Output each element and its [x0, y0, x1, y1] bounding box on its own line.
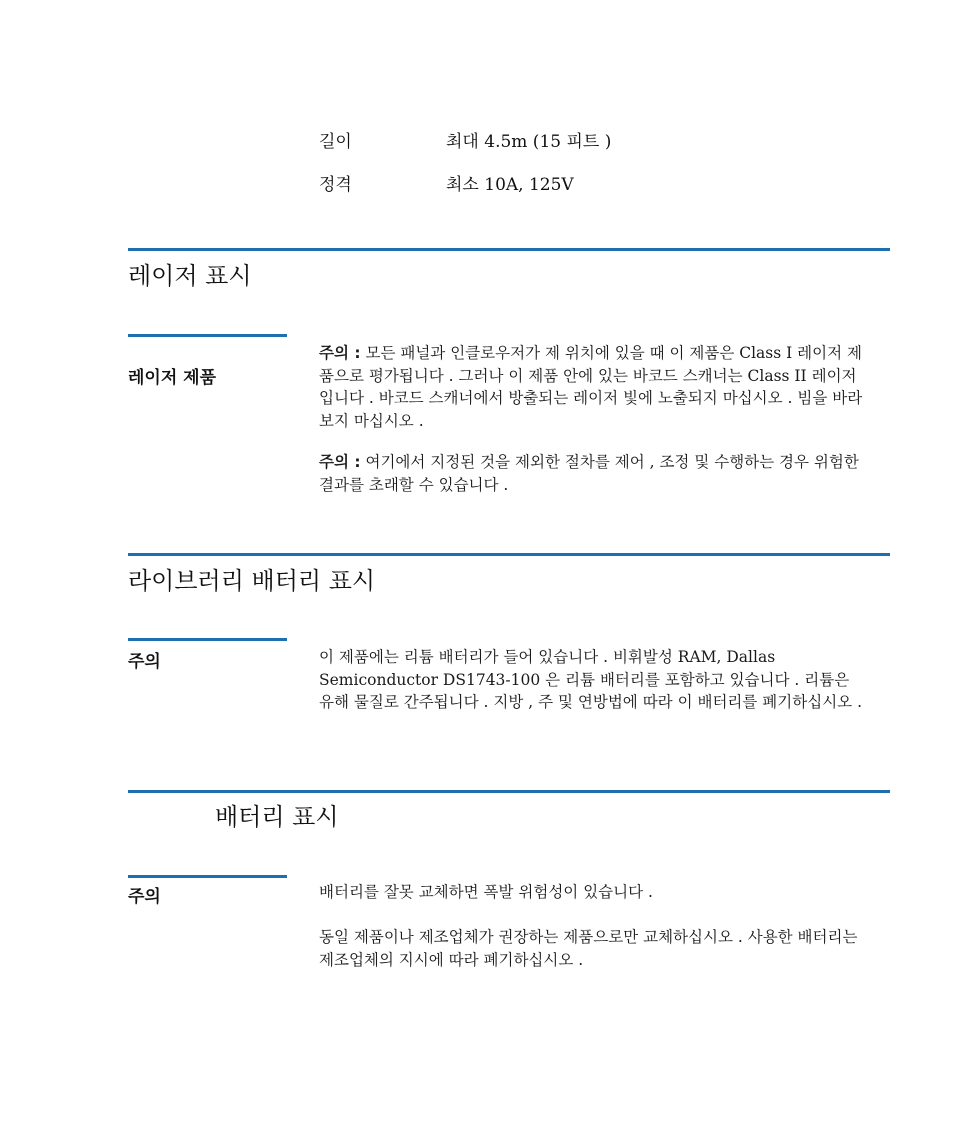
section-divider	[128, 248, 890, 251]
section-divider	[128, 553, 890, 556]
laser-caution-2	[319, 451, 869, 496]
library-battery-text: 이 제품에는 리튬 배터리가 들어 있습니다 . 비휘발성 RAM, Dallas Semiconductor DS1743-100 은 리튬 배터리를 포함하고 있습니다 . 리튬은 유해 물질로 간주됩니다 . 지방 , 주 및 연방법에 따라 이 배터리를 폐기하십시오 .	[319, 648, 862, 711]
spec-value-rating: 최소 10A, 125V	[446, 175, 574, 195]
side-divider	[128, 334, 287, 337]
battery-text-2: 동일 제품이나 제조업체가 권장하는 제품으로만 교체하십시오 . 사용한 배터리는 제조업체의 지시에 따라 폐기하십시오 .	[319, 928, 858, 969]
section-title-library-battery: 라이브러리 배터리 표시	[128, 567, 376, 595]
section-title-laser: 레이저 표시	[128, 262, 252, 290]
spec-value-length: 최대 4.5m (15 피트 )	[446, 132, 612, 152]
section-title-battery: 배터리 표시	[215, 803, 339, 831]
spec-label-rating: 정격	[319, 175, 352, 195]
side-divider	[128, 638, 287, 641]
side-label-caution: 주의	[128, 887, 161, 907]
laser-caution-1	[319, 342, 869, 432]
caution-label: 주의 :	[319, 344, 361, 362]
caution-text: 여기에서 지정된 것을 제외한 절차를 제어 , 조정 및 수행하는 경우 위험한 결과를 초래할 수 있습니다 .	[319, 453, 859, 494]
section-divider	[128, 790, 890, 793]
spec-label-length: 길이	[319, 132, 352, 152]
battery-text-1: 배터리를 잘못 교체하면 폭발 위험성이 있습니다 .	[319, 883, 653, 901]
caution-label: 주의 :	[319, 453, 361, 471]
caution-text: 모든 패널과 인클로우저가 제 위치에 있을 때 이 제품은 Class I 레이저 제품으로 평가됩니다 . 그러나 이 제품 안에 있는 바코드 스캐너는 Class II 레이저입니다 . 바코드 스캐너에서 방출되는 레이저 빛에 노출되지 마십시오 . 빔을 바라보지 마십시오 .	[319, 344, 863, 430]
side-label-laser-product: 레이저 제품	[128, 368, 217, 388]
side-divider	[128, 875, 287, 878]
side-label-caution: 주의	[128, 652, 161, 672]
